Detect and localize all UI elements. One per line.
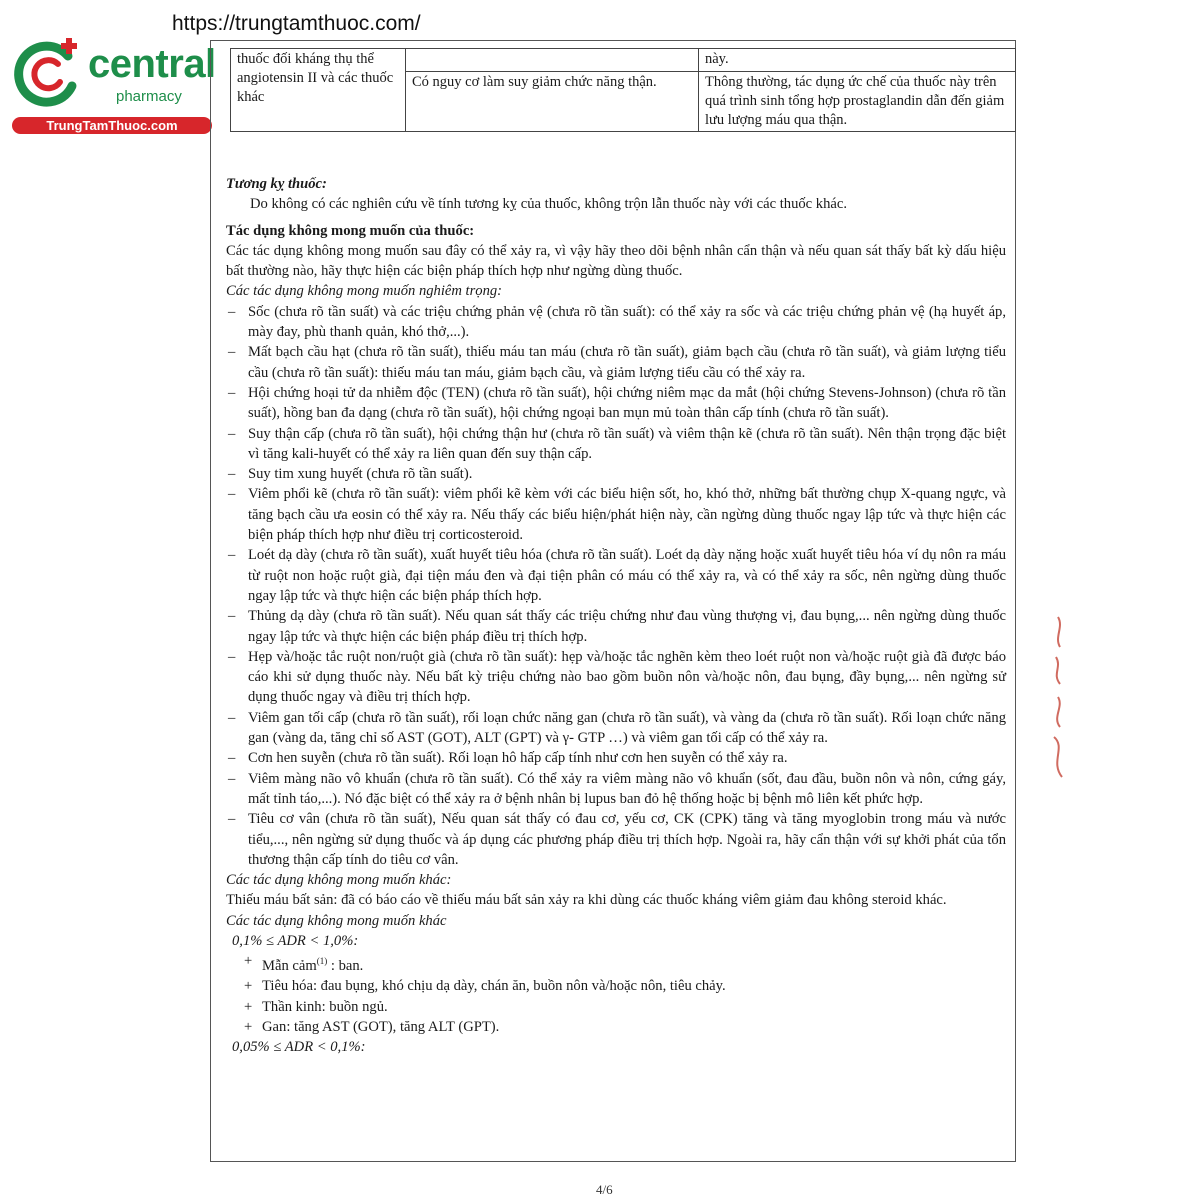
table-cell-effect: Có nguy cơ làm suy giảm chức năng thận.	[406, 72, 699, 132]
mancam-label: Mẫn cảm	[262, 958, 317, 975]
list-item: – Hẹp và/hoặc tắc ruột non/ruột già (chưa rõ tần suất): hẹp và/hoặc tắc nghẽn kèm theo loét ruột non và/hoặc ruột già đã được báo cáo khi sử dụng thuốc này. Nếu bất kỳ triệu chứng nào bao gồm buồn nôn và/hoặc nôn, đau bụng, đầy bụng,... nên ngừng sử dụng thuốc ngay và điều trị thích hợp.	[226, 647, 1006, 708]
table-cell-mechanism: Thông thường, tác dụng ức chế của thuốc này trên quá trình sinh tổng hợp prostaglandin dẫn đến giảm lưu lượng máu qua thận.	[699, 72, 1016, 132]
list-item: – Cơn hen suyễn (chưa rõ tần suất). Rối loạn hô hấp cấp tính như cơn hen suyễn có thể xảy ra.	[226, 748, 1006, 768]
table-cell-note: này.	[699, 49, 1016, 72]
compat-heading: Tương kỵ thuốc:	[226, 176, 327, 192]
list-item: – Viêm gan tối cấp (chưa rõ tần suất), rối loạn chức năng gan (chưa rõ tần suất), và vàng da (chưa rõ tần suất). Rối loạn chức năng gan (vàng da, tăng chỉ số AST (GOT), ALT (GPT) và γ- GTP …) và viêm gan tối cấp có thể xảy ra.	[226, 708, 1006, 749]
list-item: + Thần kinh: buồn ngủ.	[240, 997, 1006, 1017]
list-item: – Viêm màng não vô khuẩn (chưa rõ tần suất). Có thể xảy ra viêm màng não vô khuẩn (sốt, đau đầu, buồn nôn và nôn, cứng gáy, mất tỉnh táo,...). Nó đặc biệt có thể xảy ra ở bệnh nhân bị lupus ban đỏ hệ thống hoặc bị bệnh mô liên kết phức hợp.	[226, 769, 1006, 810]
logo-sub: pharmacy	[116, 88, 182, 105]
other-heading: Các tác dụng không mong muốn khác:	[226, 872, 452, 889]
list-item: – Sốc (chưa rõ tần suất) và các triệu chứng phản vệ (chưa rõ tần suất): có thể xảy ra sốc và các triệu chứng phản vệ (hạ huyết áp, mày đay, phù thanh quản, khó thở,...).	[226, 302, 1006, 343]
list-item	[240, 951, 1006, 976]
list-item: + Tiêu hóa: đau bụng, khó chịu dạ dày, chán ăn, buồn nôn và/hoặc nôn, tiêu chảy.	[240, 976, 1006, 996]
logo-brand: central	[88, 42, 216, 86]
freq1-label: 0,1% ≤ ADR < 1,0%:	[232, 932, 359, 949]
list-item: + Gan: tăng AST (GOT), tăng ALT (GPT).	[240, 1017, 1006, 1037]
serious-list	[226, 302, 1006, 870]
logo-site-bar: TrungTamThuoc.com	[12, 117, 212, 134]
list-item: – Loét dạ dày (chưa rõ tần suất), xuất huyết tiêu hóa (chưa rõ tần suất). Loét dạ dày nặng hoặc xuất huyết tiêu hóa ví dụ nôn ra máu từ ruột non hoặc ruột già, đại tiện máu đen và đại tiện phân có máu có thể xảy ra, và có thể xảy ra sốc, nên ngừng dùng thuốc ngay lập tức và thực hiện các biện pháp thích hợp.	[226, 545, 1006, 606]
other2-heading: Các tác dụng không mong muốn khác	[226, 912, 447, 929]
compat-text: Do không có các nghiên cứu về tính tương kỵ của thuốc, không trộn lẫn thuốc này với các thuốc khác.	[250, 196, 848, 213]
handwritten-margin-mark	[1040, 612, 1080, 782]
list-item: – Tiêu cơ vân (chưa rõ tần suất), Nếu quan sát thấy có đau cơ, yếu cơ, CK (CPK) tăng và tăng myoglobin trong máu và nước tiểu,..., nên ngừng sử dụng thuốc và áp dụng các phương pháp điều trị thích hợp. Ngoài ra, hãy cẩn thận với sự khởi phát của tổn thương thận cấp tính do tiêu cơ vân.	[226, 809, 1006, 870]
other-text: Thiếu máu bất sản: đã có báo cáo về thiếu máu bất sản xảy ra khi dùng các thuốc kháng viêm giảm đau không steroid khác.	[226, 892, 947, 909]
adr-intro: Các tác dụng không mong muốn sau đây có thể xảy ra, vì vậy hãy theo dõi bệnh nhân cẩn thận và nếu quan sát thấy bất kỳ dấu hiệu bất thường nào, hãy thực hiện các biện pháp thích hợp như ngừng dùng thuốc.	[226, 242, 1006, 280]
central-pharmacy-logo[interactable]	[10, 36, 215, 136]
list-item: – Suy tim xung huyết (chưa rõ tần suất).	[226, 464, 1006, 484]
list-item: – Mất bạch cầu hạt (chưa rõ tần suất), thiếu máu tan máu (chưa rõ tần suất), giảm bạch cầu (chưa rõ tần suất), và giảm lượng tiểu cầu (chưa rõ tần suất): thiếu máu tan máu, giảm bạch cầu, và giảm lượng tiểu cầu có thể xảy ra.	[226, 342, 1006, 383]
list-item: – Thủng dạ dày (chưa rõ tần suất). Nếu quan sát thấy các triệu chứng như đau vùng thượng vị, đau bụng,... nên ngừng dùng thuốc ngay lập tức và thực hiện các biện pháp điều trị thích hợp.	[226, 606, 1006, 647]
document-body	[226, 172, 1006, 1058]
interaction-table	[230, 48, 1016, 132]
freq2-label: 0,05% ≤ ADR < 0,1%:	[232, 1039, 366, 1056]
list-item: – Viêm phổi kẽ (chưa rõ tần suất): viêm phổi kẽ kèm với các biểu hiện sốt, ho, khó thở, những bất thường chụp X-quang ngực, và tăng bạch cầu ưa eosin có thể xảy ra. Nếu thấy các biểu hiện/phát hiện này, cần ngừng dùng thuốc ngay lập tức và thực hiện các biện pháp thích hợp như điều trị corticosteroid.	[226, 484, 1006, 545]
freq1-list	[226, 951, 1006, 1037]
page-number: 4/6	[596, 1182, 613, 1197]
logo-mark-icon	[10, 36, 88, 114]
table-cell-drug-class: thuốc đối kháng thụ thể angiotensin II và các thuốc khác	[231, 49, 406, 132]
table-cell-empty	[406, 49, 699, 72]
adr-heading: Tác dụng không mong muốn của thuốc:	[226, 222, 475, 239]
mancam-rest: : ban.	[327, 958, 364, 975]
list-item: – Suy thận cấp (chưa rõ tần suất), hội chứng thận hư (chưa rõ tần suất) và viêm thận kẽ (chưa rõ tần suất). Nên thận trọng đặc biệt vì tăng kali-huyết có thể xảy ra liên quan đến suy thận cấp.	[226, 424, 1006, 465]
source-url[interactable]: https://trungtamthuoc.com/	[172, 12, 421, 35]
serious-heading: Các tác dụng không mong muốn nghiêm trọng:	[226, 283, 503, 300]
mancam-sup: (1)	[316, 956, 328, 967]
list-item: – Hội chứng hoại tử da nhiễm độc (TEN) (chưa rõ tần suất), hội chứng niêm mạc da mắt (hội chứng Stevens-Johnson) (chưa rõ tần suất), hồng ban đa dạng (chưa rõ tần suất), hội chứng ngoại ban mụn mủ toàn thân cấp tính (chưa rõ tần suất).	[226, 383, 1006, 424]
